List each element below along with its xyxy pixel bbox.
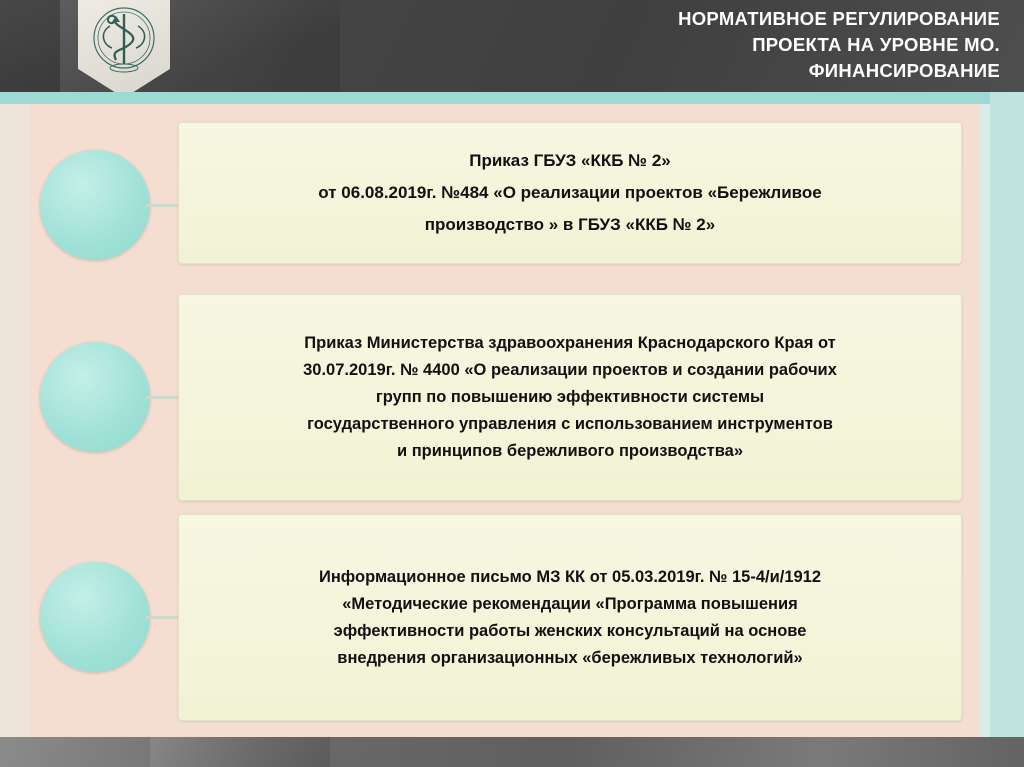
banner-3-line-2: «Методические рекомендации «Программа повышения [342,594,798,613]
bullet-connector-3 [146,616,180,619]
banner-1-line-2: от 06.08.2019г. №484 «О реализации проектов «Бережливое [318,183,822,202]
slide-footer [0,737,1024,767]
banner-2-line-3: групп по повышению эффективности системы [375,388,765,406]
page-title-line-3: ФИНАНСИРОВАНИЕ [808,60,1000,81]
banner-2-line-4: государственного управления с использованием инструментов [307,415,833,433]
left-margin-strip [0,104,30,737]
slide-content [30,104,990,737]
banner-3-line-4: внедрения организационных «бережливых технологий» [337,648,803,667]
header-teal-divider [0,92,1024,104]
bullet-connector-2 [146,396,180,399]
banner-2-line-2: 30.07.2019г. № 4400 «О реализации проектов и создании рабочих [303,361,837,379]
bullet-circle-3 [40,562,150,672]
banner-1-line-3: производство » в ГБУЗ «ККБ № 2» [424,215,716,234]
banner-1-line-1: Приказ ГБУЗ «ККБ № 2» [469,151,671,170]
content-banner-1-text [274,139,865,247]
banner-2-line-1: Приказ Министерства здравоохранения Краснодарского Края от [304,334,836,352]
medical-caduceus-emblem [78,0,170,98]
banner-2-line-5: и принципов бережливого производства» [396,442,744,460]
page-title-line-1: НОРМАТИВНОЕ РЕГУЛИРОВАНИЕ [678,8,1000,29]
content-banner-2 [178,294,962,501]
banner-3-line-1: Информационное письмо МЗ КК от 05.03.2019г. № 15-4/и/1912 [318,567,822,586]
header-left-accent [0,0,60,92]
bullet-circle-2 [40,342,150,452]
slide-header [0,0,1024,92]
right-teal-strip [990,92,1024,737]
content-banner-3 [178,514,962,721]
banner-3-line-3: эффективности работы женских консультаций на основе [333,621,807,640]
bullet-connector-1 [146,204,180,207]
bullet-circle-1 [40,150,150,260]
page-title [440,6,1000,84]
page-title-line-2: ПРОЕКТА НА УРОВНЕ МО. [752,34,1000,55]
content-banner-1 [178,122,962,264]
emblem-icon [86,0,162,82]
content-banner-3-text [275,558,865,678]
content-banner-2-text [259,324,881,471]
